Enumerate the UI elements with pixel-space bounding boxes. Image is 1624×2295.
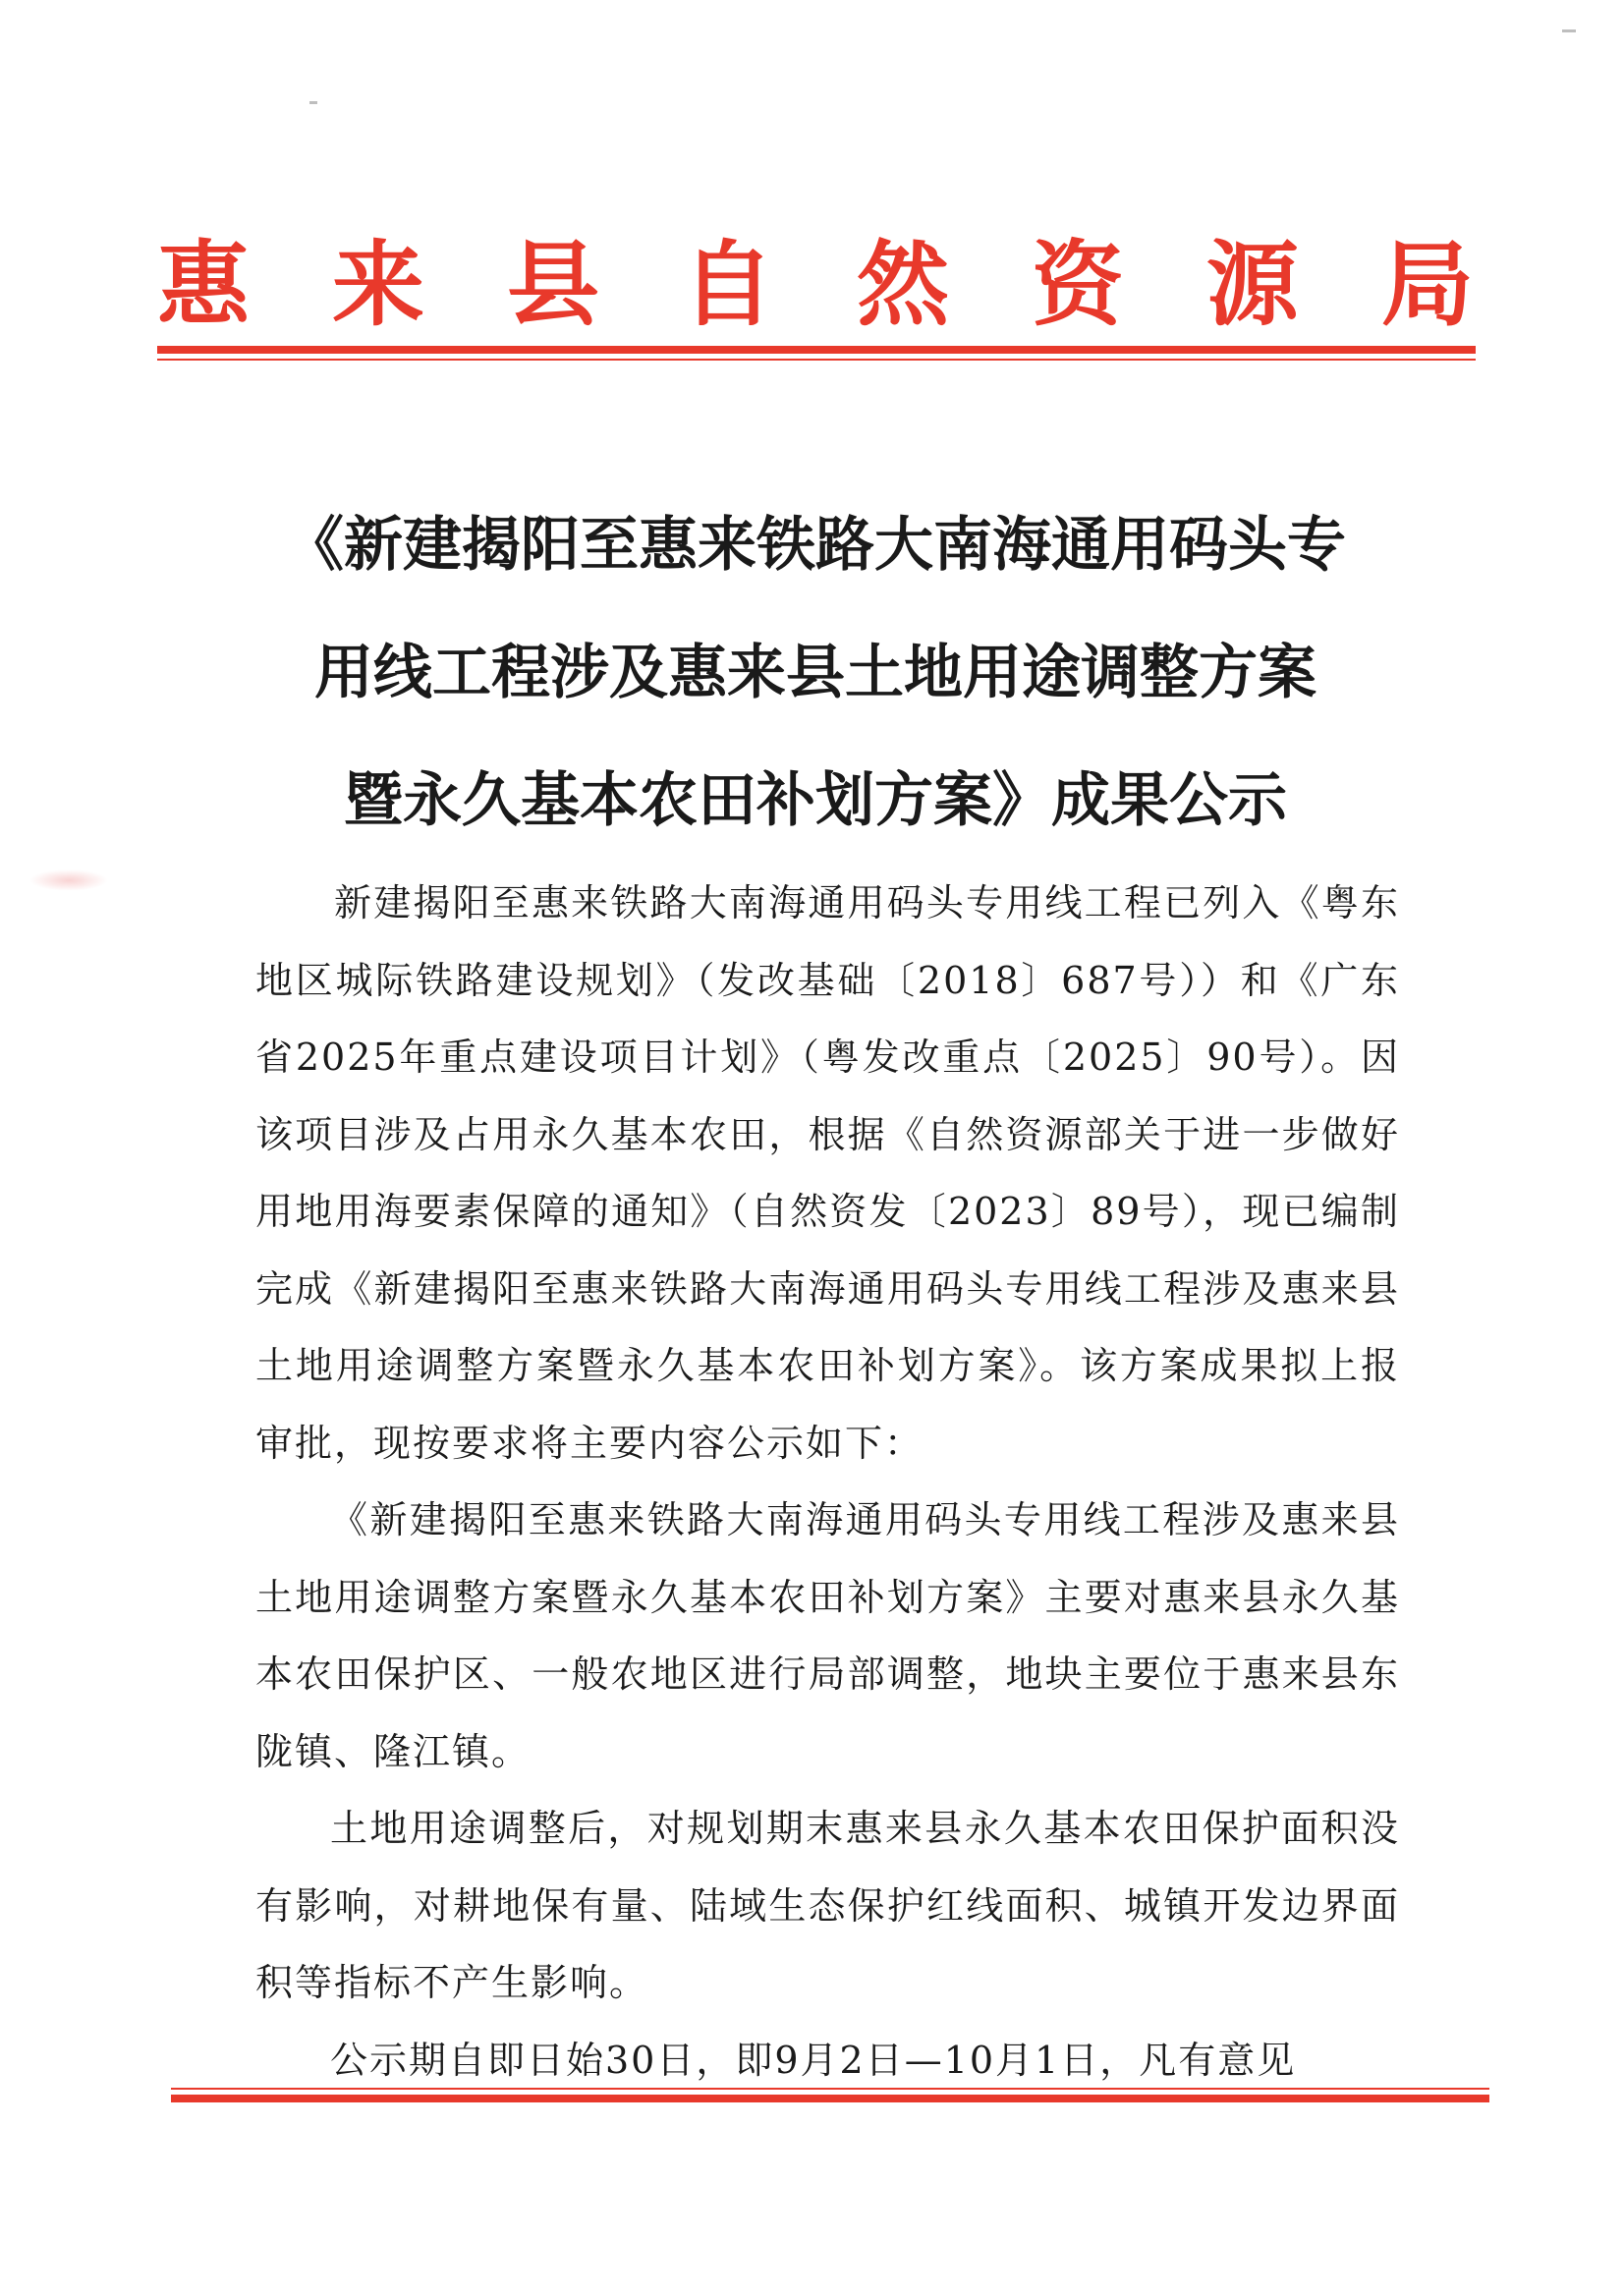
letterhead xyxy=(157,232,1474,340)
letterhead-char: 局 xyxy=(1380,232,1474,339)
letterhead-char: 然 xyxy=(856,232,949,339)
rule-thick-line xyxy=(171,2095,1489,2102)
letterhead-char: 县 xyxy=(506,232,599,339)
title-line: 暨永久基本农田补划方案》成果公示 xyxy=(344,766,1287,835)
letterhead-char: 源 xyxy=(1205,232,1299,339)
rule-thin-line xyxy=(171,2088,1489,2090)
rule-thick-line xyxy=(157,346,1476,354)
title-line: 《新建揭阳至惠来铁路大南海通用码头专 xyxy=(285,511,1346,580)
footer-red-rule xyxy=(171,2088,1489,2102)
letterhead-char: 来 xyxy=(331,232,424,339)
body-paragraph: 土地用途调整后，对规划期末惠来县永久基本农田保护面积没有影响，对耕地保有量、陆域生态保护红线面积、城镇开发边界面积等指标不产生影响。 xyxy=(255,1807,1400,2004)
title-line: 用线工程涉及惠来县土地用途调整方案 xyxy=(314,639,1316,707)
rule-thin-line xyxy=(157,359,1476,361)
body-paragraph: 《新建揭阳至惠来铁路大南海通用码头专用线工程涉及惠来县土地用途调整方案暨永久基本农田补划方案》主要对惠来县永久基本农田保护区、一般农地区进行局部调整，地块主要位于惠来县东陇镇、隆江镇。 xyxy=(255,1498,1400,1773)
letterhead-char: 惠 xyxy=(157,232,251,339)
body-paragraph: 公示期自即日始30日，即9月2日—10月1日，凡有意见 xyxy=(330,2038,1297,2082)
letterhead-red-rule xyxy=(157,346,1476,361)
body-paragraph: 新建揭阳至惠来铁路大南海通用码头专用线工程已列入《粤东地区城际铁路建设规划》（发改基础〔2018〕687号））和《广东省2025年重点建设项目计划》（粤发改重点〔2025〕90号）。因该项目涉及占用永久基本农田，根据《自然资源部关于进一步做好用地用海要素保障的通知》（自然资发〔2023〕89号），现已编制完成《新建揭阳至惠来铁路大南海通用码头专用线工程涉及惠来县土地用途调整方案暨永久基本农田补划方案》。该方案成果拟上报审批，现按要求将主要内容公示如下： xyxy=(255,881,1400,1465)
letterhead-char: 资 xyxy=(1031,232,1124,339)
scan-artifact xyxy=(309,101,317,104)
scan-artifact xyxy=(1562,29,1576,32)
stamp-residue xyxy=(29,869,108,891)
letterhead-char: 自 xyxy=(681,232,774,339)
document-body xyxy=(255,865,1400,2099)
document-title xyxy=(157,481,1474,865)
